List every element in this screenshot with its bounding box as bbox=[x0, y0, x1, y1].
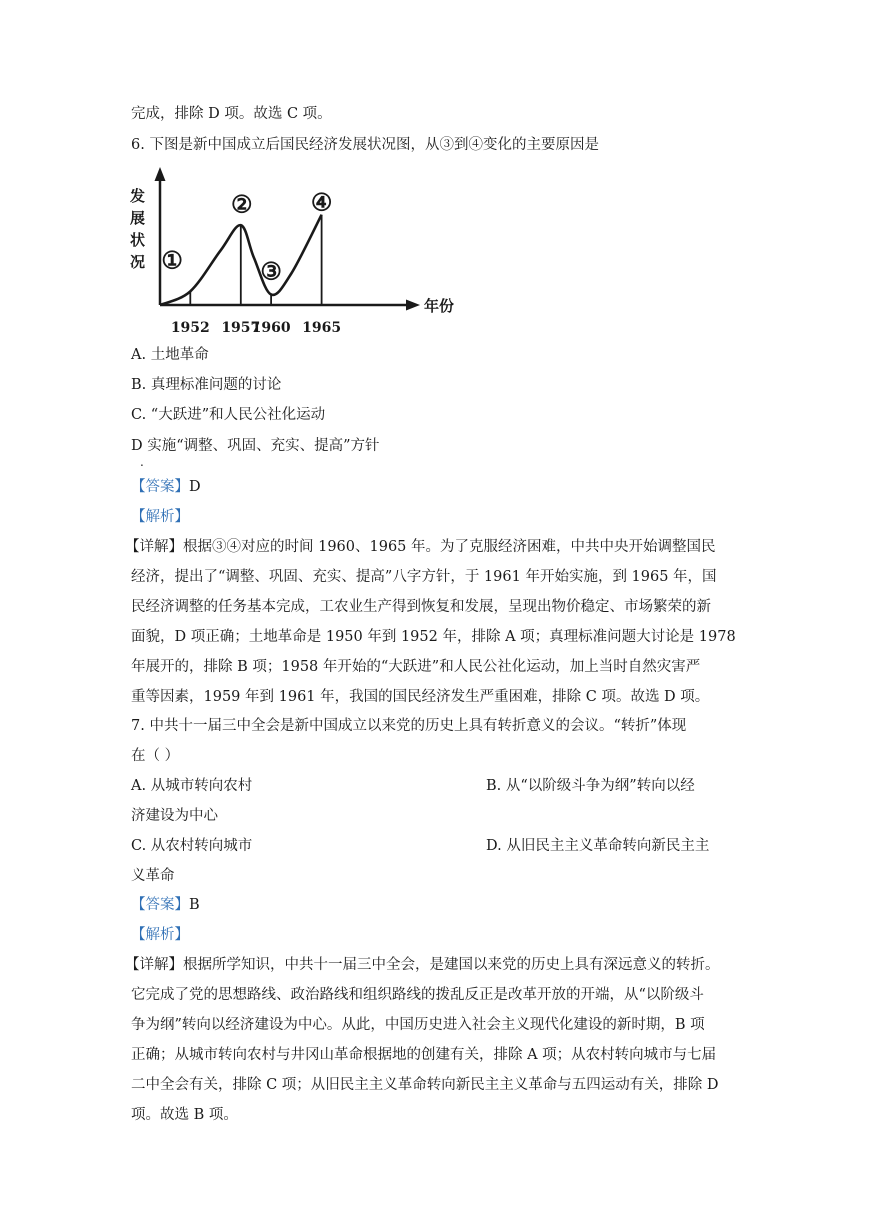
detail-tag: 【详解】 bbox=[125, 539, 183, 555]
q6-option-b: B. 真理标准问题的讨论 bbox=[131, 377, 282, 393]
q6-detail-line-3: 民经济调整的任务基本完成，工农业生产得到恢复和发展，呈现出物价稳定、市场繁荣的新 bbox=[131, 599, 711, 615]
q6-detail-line-5: 年展开的，排除 B 项；1958 年开始的“大跃进”和人民公社化运动，加上当时自然灾害严 bbox=[131, 659, 701, 675]
q6-detail-line-1 bbox=[125, 537, 716, 557]
analysis-tag: 【解析】 bbox=[131, 509, 189, 525]
q6-option-d-dot: . bbox=[140, 455, 144, 469]
q6-stem: 6. 下图是新中国成立后国民经济发展状况图，从③到④变化的主要原因是 bbox=[131, 137, 599, 153]
x-tick-label: 1957 bbox=[221, 320, 261, 336]
point-label-1965: ④ bbox=[310, 187, 333, 217]
x-tick-label: 1965 bbox=[302, 320, 342, 336]
q7-detail-line-3: 争为纲”转向以经济建设为中心。从此，中国历史进入社会主义现代化建设的新时期，B 项 bbox=[131, 1017, 705, 1033]
y-axis-label bbox=[129, 187, 145, 271]
svg-text:发: 发 bbox=[130, 187, 146, 205]
svg-text:况: 况 bbox=[130, 253, 146, 271]
x-tick-label: 1952 bbox=[170, 320, 210, 336]
analysis-tag: 【解析】 bbox=[131, 927, 189, 943]
q7-detail-line-5: 二中全会有关，排除 C 项；从旧民主主义革命转向新民主主义革命与五四运动有关，排除 D bbox=[131, 1077, 719, 1093]
detail-text: 根据③④对应的时间 1960、1965 年。为了克服经济困难，中共中央开始调整国民 bbox=[183, 539, 716, 555]
q7-option-d: D. 从旧民主主义革命转向新民主主 bbox=[486, 838, 710, 854]
q7-option-d-cont: 义革命 bbox=[131, 868, 175, 884]
point-label-1960: ③ bbox=[260, 256, 282, 286]
q6-option-a: A. 土地革命 bbox=[131, 347, 209, 363]
svg-text:状: 状 bbox=[130, 231, 146, 249]
q6-answer bbox=[131, 477, 201, 497]
q6-analysis-tag bbox=[131, 507, 189, 527]
q6-detail-line-6: 重等因素，1959 年到 1961 年，我国的国民经济发生严重困难，排除 C 项。故选 D 项。 bbox=[131, 689, 710, 705]
q6-option-c: C. “大跃进”和人民公社化运动 bbox=[131, 407, 326, 423]
q7-analysis-tag bbox=[131, 925, 189, 945]
q7-detail-line-6: 项。故选 B 项。 bbox=[131, 1107, 238, 1123]
detail-tag: 【详解】 bbox=[125, 957, 183, 973]
answer-value: D bbox=[189, 479, 201, 495]
x-axis-label: 年份 bbox=[424, 297, 455, 315]
q7-stem-line-2: 在（ ） bbox=[131, 748, 180, 764]
point-label-1952: ① bbox=[161, 245, 183, 275]
answer-tag: 【答案】 bbox=[131, 897, 189, 913]
answer-tag: 【答案】 bbox=[131, 479, 189, 495]
x-axis-arrow bbox=[406, 300, 420, 311]
previous-answer-tail: 完成，排除 D 项。故选 C 项。 bbox=[131, 106, 332, 122]
q7-detail-line-2: 它完成了党的思想路线、政治路线和组织路线的拨乱反正是改革开放的开端，从“以阶级斗 bbox=[131, 987, 704, 1003]
economy-chart bbox=[126, 163, 466, 343]
q7-detail-line-1 bbox=[125, 955, 720, 975]
q7-option-b: B. 从“以阶级斗争为纲”转向以经 bbox=[486, 778, 695, 794]
q6-detail-line-2: 经济，提出了“调整、巩固、充实、提高”八字方针，于 1961 年开始实施，到 1965 年，国 bbox=[131, 569, 717, 585]
q6-option-d: D 实施“调整、巩固、充实、提高”方针 bbox=[131, 438, 380, 454]
svg-text:展: 展 bbox=[130, 209, 146, 227]
answer-value: B bbox=[189, 897, 200, 913]
point-label-1957: ② bbox=[231, 189, 253, 219]
q7-stem-line-1: 7. 中共十一届三中全会是新中国成立以来党的历史上具有转折意义的会议。“转折”体现 bbox=[131, 718, 687, 734]
y-axis-arrow bbox=[155, 167, 166, 181]
q7-option-a: A. 从城市转向农村 bbox=[131, 778, 253, 794]
x-tick-label: 1960 bbox=[251, 320, 291, 336]
detail-text: 根据所学知识，中共十一届三中全会，是建国以来党的历史上具有深远意义的转折。 bbox=[183, 957, 720, 973]
q7-option-b-cont: 济建设为中心 bbox=[131, 808, 218, 824]
q7-option-c: C. 从农村转向城市 bbox=[131, 838, 253, 854]
q6-detail-line-4: 面貌，D 项正确；土地革命是 1950 年到 1952 年，排除 A 项；真理标准问题大讨论是 1978 bbox=[131, 629, 736, 645]
q7-answer bbox=[131, 895, 200, 915]
q7-detail-line-4: 正确；从城市转向农村与井冈山革命根据地的创建有关，排除 A 项；从农村转向城市与七届 bbox=[131, 1047, 717, 1063]
